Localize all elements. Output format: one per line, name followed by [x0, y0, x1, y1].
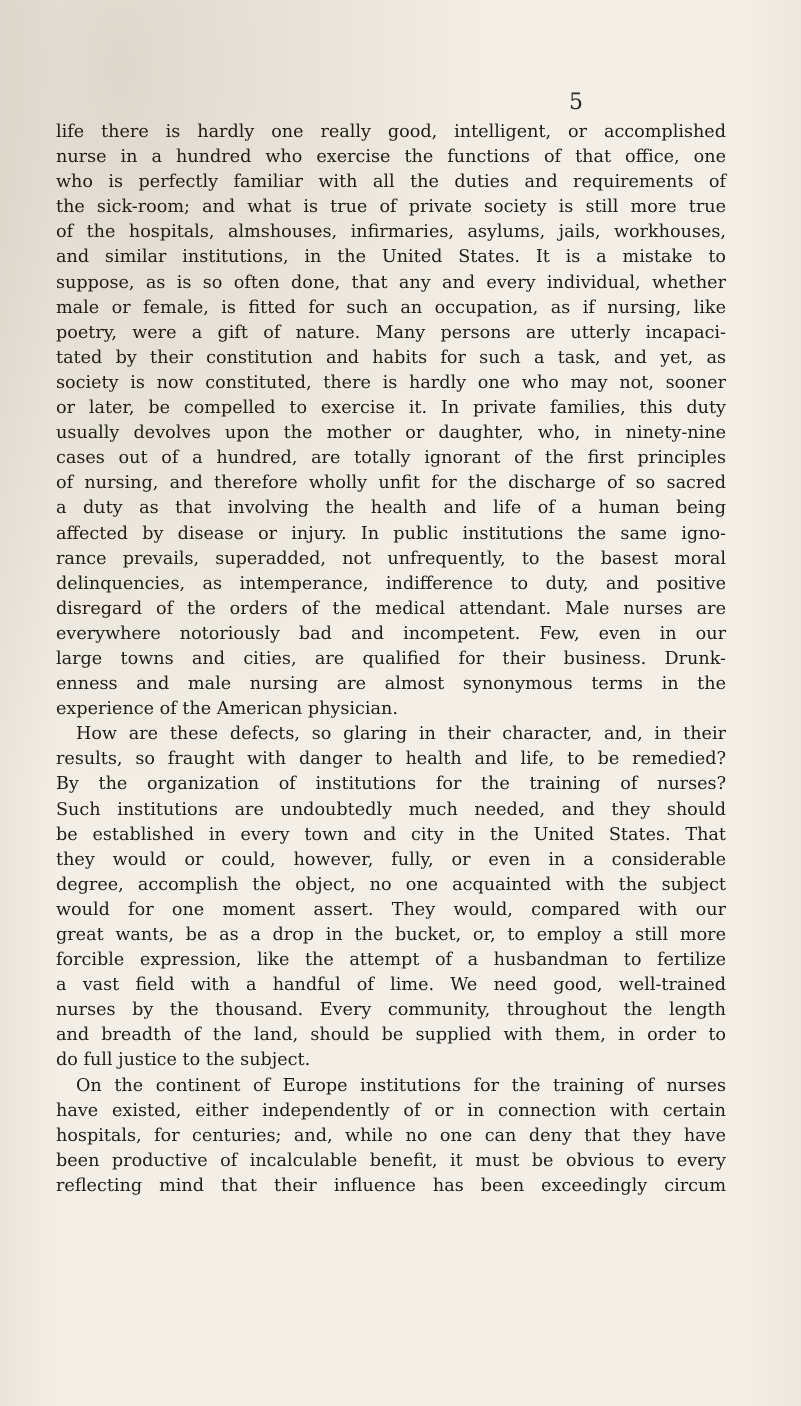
text-line: the sick-room; and what is true of private society is still more true	[56, 197, 726, 218]
text-line: results, so fraught with danger to health and life, to be remedied?	[56, 749, 726, 770]
text-line: a vast field with a handful of lime. We need good, well-trained	[56, 975, 726, 996]
text-line: reflecting mind that their influence has been exceedingly circum	[56, 1175, 726, 1196]
text-line: How are these defects, so glaring in their character, and, in their	[76, 724, 726, 745]
text-line: have existed, either independently of or in connection with certain	[56, 1100, 726, 1121]
text-line: tated by their constitution and habits for such a task, and yet, as	[56, 347, 726, 368]
text-line: forcible expression, like the attempt of a husbandman to fertilize	[56, 950, 726, 971]
text-line: and breadth of the land, should be supplied with them, in order to	[56, 1025, 726, 1046]
text-line: great wants, be as a drop in the bucket, or, to employ a still more	[56, 925, 726, 945]
text-line: and similar institutions, in the United States. It is a mistake to	[56, 247, 726, 268]
text-line: of the hospitals, almshouses, infirmaries, asylums, jails, workhouses,	[56, 222, 726, 243]
text-line: nurse in a hundred who exercise the functions of that office, one	[56, 147, 726, 168]
text-line: experience of the American physician.	[56, 699, 398, 720]
text-line: delinquencies, as intemperance, indifference to duty, and positive	[56, 573, 726, 594]
text-line: be established in every town and city in the United States. That	[56, 824, 726, 845]
text-line: nurses by the thousand. Every community, throughout the length	[56, 1000, 726, 1021]
text-line: affected by disease or injury. In public institutions the same igno-	[56, 523, 726, 544]
text-line: poetry, were a gift of nature. Many persons are utterly incapaci-	[56, 322, 726, 343]
text-line: By the organization of institutions for the training of nurses?	[56, 774, 726, 795]
text-line: do full justice to the subject.	[56, 1050, 311, 1071]
body-text	[56, 120, 726, 1199]
text-line: hospitals, for centuries; and, while no one can deny that they have	[56, 1125, 726, 1146]
text-line: disregard of the orders of the medical attendant. Male nurses are	[56, 598, 726, 619]
text-line: On the continent of Europe institutions for the training of nurses	[76, 1075, 726, 1096]
text-line: suppose, as is so often done, that any and every individual, whether	[56, 272, 726, 293]
text-line: would for one moment assert. They would, compared with our	[56, 899, 726, 920]
text-line: rance prevails, superadded, not unfrequently, to the basest moral	[56, 548, 726, 569]
text-line: degree, accomplish the object, no one acquainted with the subject	[56, 874, 726, 895]
text-line: large towns and cities, are qualified for their business. Drunk-	[56, 648, 726, 669]
text-line: who is perfectly familiar with all the duties and requirements of	[56, 172, 726, 193]
text-line: of nursing, and therefore wholly unfit for the discharge of so sacred	[56, 473, 726, 494]
text-line: they would or could, however, fully, or even in a considerable	[56, 849, 726, 870]
text-line: usually devolves upon the mother or daughter, who, in ninety-nine	[56, 423, 726, 444]
text-line: male or female, is fitted for such an occupation, as if nursing, like	[56, 297, 726, 318]
text-line: enness and male nursing are almost synonymous terms in the	[56, 674, 726, 695]
text-line: Such institutions are undoubtedly much needed, and they should	[56, 799, 726, 820]
page-number: 5	[569, 90, 583, 115]
text-line: society is now constituted, there is hardly one who may not, sooner	[56, 372, 726, 393]
text-line: or later, be compelled to exercise it. In private families, this duty	[56, 398, 726, 419]
text-line: cases out of a hundred, are totally ignorant of the first principles	[56, 448, 726, 469]
text-line: a duty as that involving the health and life of a human being	[56, 498, 726, 519]
text-line: been productive of incalculable benefit, it must be obvious to every	[56, 1150, 726, 1171]
text-line: life there is hardly one really good, intelligent, or accomplished	[56, 122, 726, 142]
text-line: everywhere notoriously bad and incompetent. Few, even in our	[56, 623, 726, 644]
